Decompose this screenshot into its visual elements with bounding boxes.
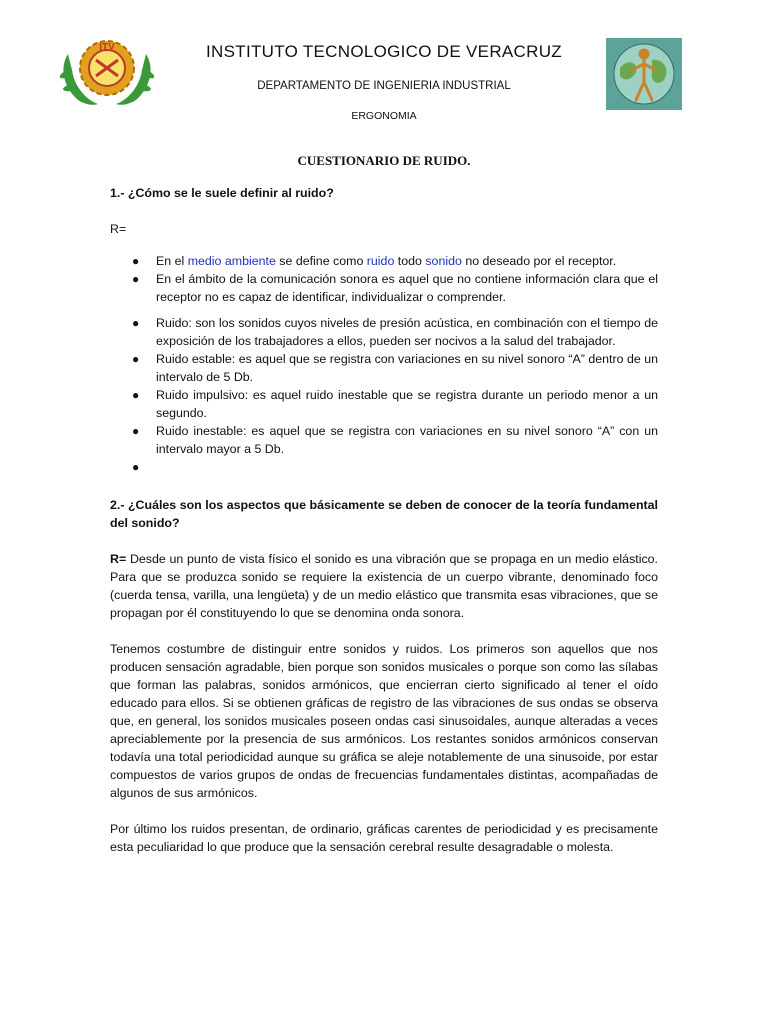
answer-label-2: R= (110, 552, 127, 566)
question-1: 1.- ¿Cómo se le suele definir al ruido? (110, 186, 334, 200)
answer-2-paragraph-1: R= Desde un punto de vista físico el sonido es una vibración que se propaga en un medio elástico. Para que se produzca sonido se requiere la existencia de un cuerpo vibrante, denominado foco (cuerda tensa, varilla, una lengüeta) y de un medio elástico que transmita esas vibraciones, que se propagan por él constituyendo lo que se denomina onda sonora. (110, 552, 658, 620)
document-body (110, 184, 658, 856)
bullet-list-b (110, 314, 658, 476)
ergonomics-logo (606, 38, 682, 110)
bullet-icon: ● (132, 424, 140, 438)
subject-name: ERGONOMIA (351, 110, 417, 122)
list-item: ● Ruido impulsivo: es aquel ruido inestable que se registra durante un periodo menor a un segundo. (132, 388, 658, 420)
institute-title: INSTITUTO TECNOLOGICO DE VERACRUZ (206, 42, 562, 61)
answer-2-paragraph-2: Tenemos costumbre de distinguir entre sonidos y ruidos. Los primeros son aquellos que nos producen sensación agradable, bien porque son sonidos musicales o porque son como las sílabas que forman las palabras, sonidos armónicos, que encierran cierto significado al tener el oído educado para ellos. Si se obtienen gráficas de registro de las vibraciones de sus ondas se observa que, en general, los sonidos musicales poseen ondas casi sinusoidales, aunque alteradas a veces apreciablemente por la presencia de sus armónicos. Los restantes sonidos armónicos conservan todavía una total periodicidad aunque su gráfica se aleje notablemente de una sinusoide, por estar compuestos de varios grupos de ondas de frecuencias fundamentales distintas, acompañadas de algunos de sus armónicos. (110, 642, 658, 800)
question-2: 2.- ¿Cuáles son los aspectos que básicamente se deben de conocer de la teoría fundamental del sonido? (110, 498, 658, 530)
bullet-list-a (110, 252, 658, 306)
answer-2-paragraph-3: Por último los ruidos presentan, de ordinario, gráficas carentes de periodicidad y es precisamente esta peculiaridad lo que produce que la sensación cerebral resulte desagradable o molesta. (110, 822, 658, 854)
document-title: CUESTIONARIO DE RUIDO. (297, 153, 471, 168)
list-item: ● En el ámbito de la comunicación sonora es aquel que no contiene información clara que el receptor no es capaz de identificar, individualizar o comprender. (132, 272, 658, 304)
link-medio-ambiente[interactable]: medio ambiente (187, 254, 276, 268)
department-name: DEPARTAMENTO DE INGENIERIA INDUSTRIAL (257, 80, 511, 92)
list-item (110, 458, 658, 476)
link-ruido[interactable]: ruido (366, 254, 395, 268)
list-item: ● En el medio ambiente se define como ruido todo sonido no deseado por el receptor. (132, 254, 617, 268)
bullet-icon: ● (132, 352, 140, 366)
answer-label-1: R= (110, 222, 127, 236)
itv-logo (56, 34, 158, 112)
list-item: ● Ruido inestable: es aquel que se registra con variaciones en su nivel sonoro “A” con un intervalo mayor a 5 Db. (132, 424, 658, 456)
link-sonido[interactable]: sonido (425, 254, 462, 268)
bullet-icon: ● (132, 272, 140, 286)
bullet-icon: ● (132, 316, 140, 330)
list-item: ● Ruido: son los sonidos cuyos niveles de presión acústica, en combinación con el tiempo de exposición de los trabajadores a ellos, pueden ser nocivos a la salud del trabajador. (132, 316, 658, 348)
bullet-icon: ● (132, 460, 140, 474)
bullet-icon: ● (132, 388, 140, 402)
list-item: ● Ruido estable: es aquel que se registra con variaciones en su nivel sonoro “A” dentro de un intervalo de 5 Db. (132, 352, 658, 384)
logo-text: ITV (99, 42, 115, 53)
bullet-icon: ● (132, 254, 140, 268)
